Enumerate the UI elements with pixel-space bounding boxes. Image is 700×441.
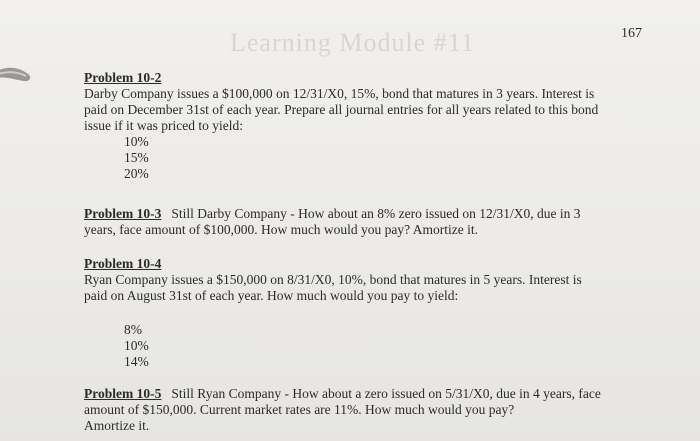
problem-text: paid on August 31st of each year. How much would you pay to yield:: [84, 288, 459, 303]
watermark: Learning Module #11: [230, 28, 475, 57]
problem-title: Problem 10-2: [84, 70, 162, 85]
problem-text: amount of $150,000. Current market rates are 11%. How much would you pay?: [84, 402, 515, 417]
problem-10-2: [84, 70, 598, 182]
yield-rate: 10%: [124, 134, 149, 149]
binder-clip-icon: [0, 62, 40, 92]
problem-title: Problem 10-5: [84, 386, 162, 401]
problem-title: Problem 10-4: [84, 256, 162, 271]
page-number: 167: [621, 26, 642, 41]
yield-rate: 20%: [124, 166, 149, 181]
problem-text: Still Ryan Company - How about a zero issued on 5/31/X0, due in 4 years, face: [171, 386, 601, 401]
problem-text: Ryan Company issues a $150,000 on 8/31/X0, 10%, bond that matures in 5 years. Interest is: [84, 272, 582, 287]
problem-10-5: [84, 386, 601, 434]
problem-10-4: [84, 256, 582, 370]
problem-title: Problem 10-3: [84, 206, 162, 221]
problem-text: years, face amount of $100,000. How much would you pay? Amortize it.: [84, 222, 479, 237]
yield-rate: 8%: [124, 322, 142, 337]
yield-list: [124, 134, 598, 182]
problem-text: Still Darby Company - How about an 8% zero issued on 12/31/X0, due in 3: [171, 206, 581, 221]
problem-text: Darby Company issues a $100,000 on 12/31/X0, 15%, bond that matures in 3 years. Interest is: [84, 86, 595, 101]
yield-rate: 15%: [124, 150, 149, 165]
yield-list: [124, 322, 582, 370]
problem-text: paid on December 31st of each year. Prepare all journal entries for all years related to this bond: [84, 102, 599, 117]
yield-rate: 14%: [124, 354, 149, 369]
problem-text: Amortize it.: [84, 418, 150, 433]
yield-rate: 10%: [124, 338, 149, 353]
problem-text: issue if it was priced to yield:: [84, 118, 243, 133]
problem-10-3: [84, 206, 580, 238]
